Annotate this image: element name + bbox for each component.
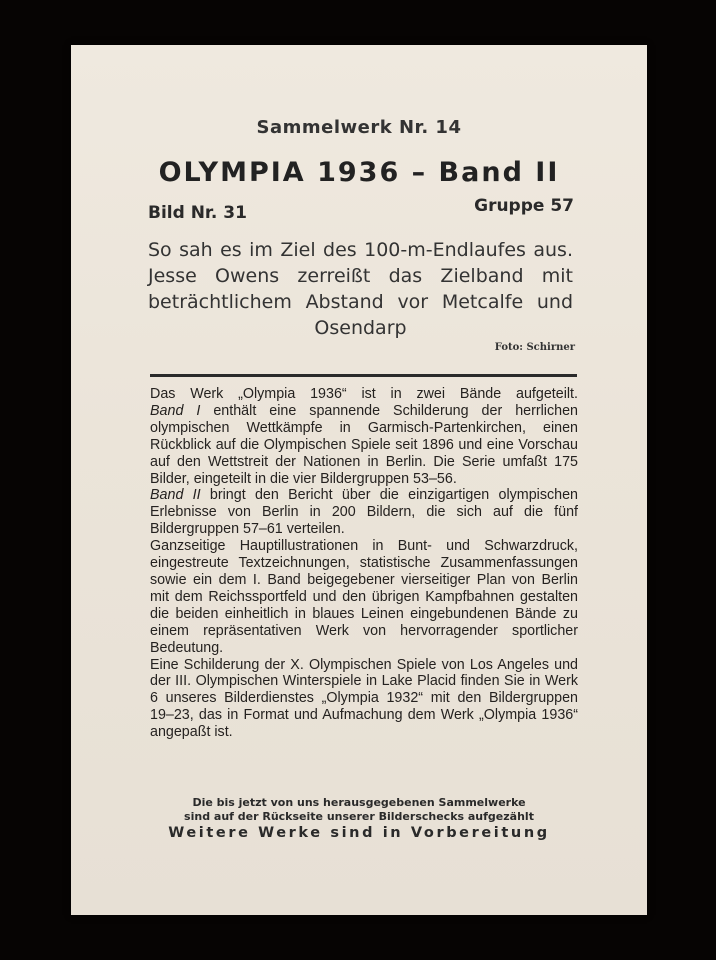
picture-caption: So sah es im Ziel des 100-m-Endlaufes aus. Jesse Owens zerreißt das Zielband mit beträchtlichem Abstand vor Metcalfe und Osendarp (148, 239, 573, 339)
band1-paragraph: Band I enthält eine spannende Schilderung der herrlichen olympischen Wettkämpfe in Garmisch-Partenkirchen, einen Rückblick auf die Olympischen Spiele seit 1896 und eine Vorschau auf den Wettstreit der Nationen in Berlin. Die Serie umfaßt 175 Bilder, eingeteilt in die vier Bildergruppen 53–56. (150, 402, 578, 487)
collection-note (71, 796, 647, 824)
illustrations-paragraph: Ganzseitige Hauptillustrationen in Bunt- und Schwarzdruck, eingestreute Textzeichnungen, statistische Zusammenfassungen sowie ein dem I. Band beigegebener vierseitiger Plan von Berlin mit dem Reichssportfeld und den übrigen Kampfbahnen gestalten die beiden einheitlich in blaues Leinen eingebundenen Bände zu einem repräsentativen Werk von hervorragender sportlicher Bedeutung. (150, 538, 578, 656)
photo-credit: Foto: Schirner (494, 342, 575, 353)
olympia-1932-paragraph: Eine Schilderung der X. Olympischen Spiele von Los Angeles und der III. Olympischen Winterspiele in Lake Placid finden Sie in Werk 6 unseres Bilderdienstes „Olympia 1932“ mit den Bildergruppen 19–23, das in Format und Aufmachung dem Werk „Olympia 1936“ angepaßt ist. (150, 656, 578, 741)
series-label: Sammelwerk Nr. 14 (256, 117, 462, 138)
band2-label: Band II (150, 487, 201, 504)
group-number: Gruppe 57 (474, 196, 574, 216)
footer-line: Weitere Werke sind in Vorbereitung (168, 825, 550, 841)
description-text (150, 386, 578, 741)
intro-paragraph: Das Werk „Olympia 1936“ ist in zwei Bände aufgeteilt. (150, 386, 578, 402)
card-title: OLYMPIA 1936 – Band II (158, 157, 560, 188)
divider-rule (150, 374, 577, 377)
band1-label: Band I (150, 402, 201, 419)
picture-number: Bild Nr. 31 (148, 203, 247, 223)
band2-paragraph: Band II bringt den Bericht über die einzigartigen olympischen Erlebnisse von Berlin in 200 Bildern, die sich auf die fünf Bildergruppen 57–61 verteilen. (150, 487, 578, 538)
trading-card-back (71, 45, 647, 915)
note-line-2: sind auf der Rückseite unserer Bilderschecks aufgezählt (184, 810, 534, 823)
note-line-1: Die bis jetzt von uns herausgegebenen Sammelwerke (192, 796, 526, 809)
